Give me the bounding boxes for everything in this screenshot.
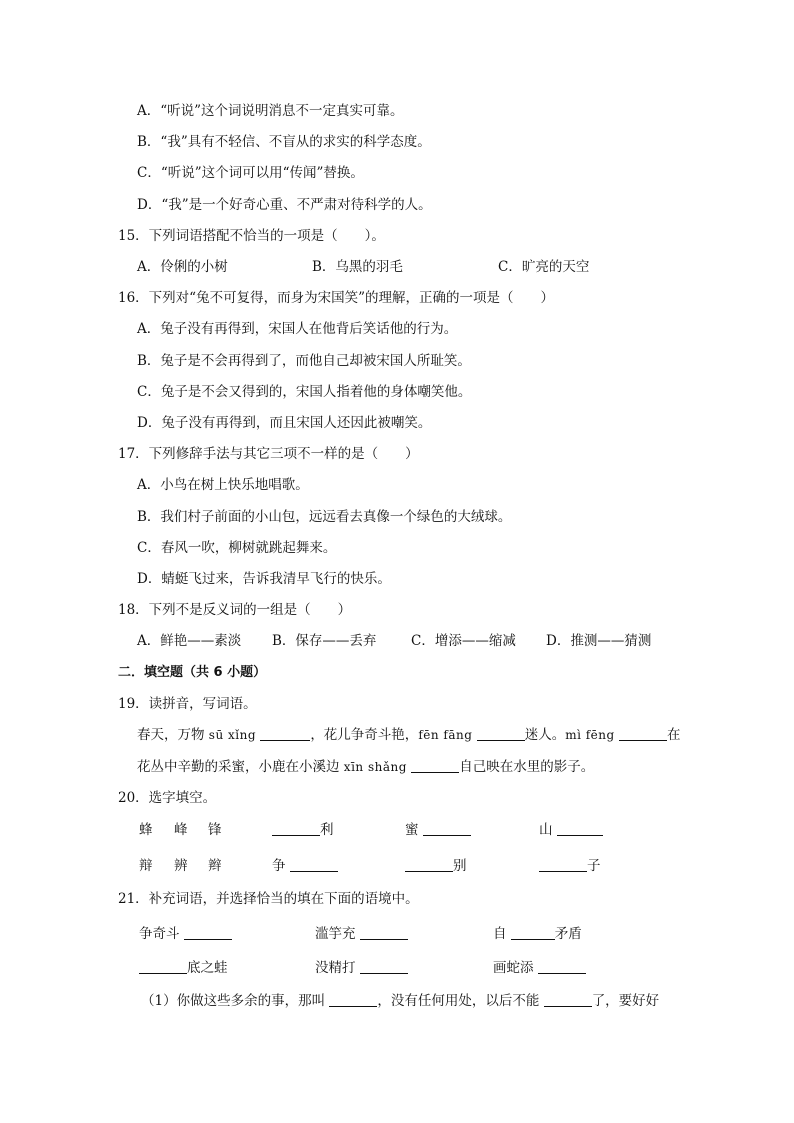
q15-option-c: C．旷亮的天空 — [498, 259, 590, 275]
q20-item-3 — [539, 821, 603, 839]
q21-sentence-1 — [141, 992, 659, 1010]
q18-option-b: B．保存——丢弃 — [272, 633, 377, 649]
q20-blank[interactable] — [405, 857, 453, 872]
q21-idiom-4 — [139, 959, 228, 977]
q21-idiom-text: 滥竽充 — [315, 926, 356, 942]
q19-pinyin-3: mì fēng — [565, 728, 615, 742]
q20-char-option: 蜂 — [139, 822, 153, 838]
q15-option-a: A．伶俐的小树 — [137, 259, 228, 275]
q21-blank[interactable] — [511, 925, 555, 940]
q20-char-option: 辩 — [139, 858, 153, 874]
q19-text: 春天，万物 — [137, 727, 205, 743]
q20-blank[interactable] — [290, 857, 338, 872]
q19-text: 自己映在水里的影子。 — [459, 759, 595, 775]
q18-option-a: A．鲜艳——素淡 — [137, 633, 242, 649]
section-2-heading: 二．填空题（共 6 小题） — [118, 665, 267, 680]
q18-option-c: C．增添——缩减 — [411, 633, 516, 649]
q17-option-b: B．我们村子前面的小山包，远远看去真像一个绿色的大绒球。 — [137, 509, 512, 525]
q17-option-d: D．蜻蜓飞过来，告诉我清早飞行的快乐。 — [137, 571, 391, 587]
q21-blank[interactable] — [538, 959, 586, 974]
q21-idiom-text: 底之蛙 — [187, 960, 228, 976]
q21-idiom-text: 没精打 — [315, 960, 356, 976]
q19-pinyin-2: fēn fāng — [418, 728, 473, 742]
q19-line-1 — [137, 726, 680, 744]
q21-sentence-text: ，没有任何用处，以后不能 — [377, 993, 540, 1009]
q20-item-1 — [272, 821, 334, 839]
q20-item-2 — [405, 821, 471, 839]
q16-option-d: D．兔子没有再得到，而且宋国人还因此被嘲笑。 — [137, 415, 432, 431]
q21-blank[interactable] — [139, 959, 187, 974]
q14-option-c: C．“听说”这个词可以用“传闻”替换。 — [137, 165, 364, 181]
q21-blank[interactable] — [360, 925, 408, 940]
q20-char-option: 辨 — [174, 858, 188, 874]
q20-item-4 — [272, 857, 338, 875]
q20-item-5 — [405, 857, 467, 875]
q20-item-text: 别 — [453, 858, 467, 874]
q21-idiom-5 — [315, 959, 408, 977]
q19-line-2 — [137, 758, 594, 776]
q20-item-text: 山 — [539, 822, 553, 838]
q19-pinyin-1: sū xǐng — [208, 728, 257, 742]
q16-option-b: B．兔子是不会再得到了，而他自己却被宋国人所耻笑。 — [137, 353, 471, 369]
q21-idiom-text: 争奇斗 — [139, 926, 180, 942]
q20-char-option: 峰 — [174, 822, 188, 838]
q19-text: 迷人。 — [524, 727, 566, 743]
q20-blank[interactable] — [423, 821, 471, 836]
q21-idiom-3 — [493, 925, 582, 943]
q16-option-c: C．兔子是不会又得到的，宋国人指着他的身体嘲笑他。 — [137, 384, 472, 400]
q21-idiom-2 — [315, 925, 408, 943]
q14-option-b: B．“我”具有不轻信、不盲从的求实的科学态度。 — [137, 134, 431, 150]
q21-idiom-text: 画蛇添 — [493, 960, 534, 976]
q16-stem: 16．下列对“兔不可复得，而身为宋国笑”的理解，正确的一项是（ ） — [118, 290, 554, 306]
q20-char-option: 辫 — [208, 858, 222, 874]
q20-stem: 20．选字填空。 — [118, 790, 217, 806]
q20-item-text: 利 — [320, 822, 334, 838]
q18-stem: 18．下列不是反义词的一组是（ ） — [118, 602, 352, 618]
q15-option-b: B．乌黑的羽毛 — [312, 259, 403, 275]
q19-blank-2[interactable] — [477, 726, 525, 741]
q14-option-a: A．“听说”这个词说明消息不一定真实可靠。 — [137, 103, 404, 119]
q20-item-text: 蜜 — [405, 822, 419, 838]
q21-idiom-1 — [139, 925, 232, 943]
q14-option-d: D．“我”是一个好奇心重、不严肃对待科学的人。 — [137, 197, 432, 213]
q19-blank-4[interactable] — [411, 758, 459, 773]
q21-sentence-text: （1）你做这些多余的事，那叫 — [141, 993, 326, 1009]
q21-blank[interactable] — [360, 959, 408, 974]
q21-stem: 21．补充词语，并选择恰当的填在下面的语境中。 — [118, 891, 419, 907]
q21-blank[interactable] — [329, 992, 377, 1007]
q15-stem: 15．下列词语搭配不恰当的一项是（ ）。 — [118, 228, 385, 244]
q17-option-a: A．小鸟在树上快乐地唱歌。 — [137, 477, 309, 493]
q20-blank[interactable] — [539, 857, 587, 872]
q19-text: 在 — [666, 727, 681, 743]
q20-blank[interactable] — [557, 821, 603, 836]
q17-option-c: C．春风一吹，柳树就跳起舞来。 — [137, 540, 337, 556]
q19-blank-3[interactable] — [619, 726, 667, 741]
q19-blank-1[interactable] — [260, 726, 310, 741]
q19-pinyin-4: xīn shǎng — [343, 760, 407, 774]
q21-idiom-6 — [493, 959, 586, 977]
q20-item-text: 争 — [272, 858, 286, 874]
q19-text: ，花儿争奇斗艳， — [310, 727, 419, 743]
q20-item-text: 子 — [587, 858, 601, 874]
q16-option-a: A．兔子没有再得到，宋国人在他背后笑话他的行为。 — [137, 321, 458, 337]
q19-stem: 19．读拼音，写词语。 — [118, 696, 257, 712]
q17-stem: 17．下列修辞手法与其它三项不一样的是（ ） — [118, 446, 419, 462]
q21-idiom-text: 自 — [493, 926, 507, 942]
q19-text: 花丛中辛勤的采蜜，小鹿在小溪边 — [137, 759, 340, 775]
q20-char-option: 锋 — [208, 822, 222, 838]
q20-blank[interactable] — [272, 821, 320, 836]
q20-item-6 — [539, 857, 601, 875]
q21-idiom-text: 矛盾 — [554, 926, 582, 942]
q21-blank[interactable] — [544, 992, 592, 1007]
q21-blank[interactable] — [184, 925, 232, 940]
q21-sentence-text: 了，要好好 — [591, 993, 660, 1009]
q18-option-d: D．推测——猜测 — [546, 633, 652, 649]
